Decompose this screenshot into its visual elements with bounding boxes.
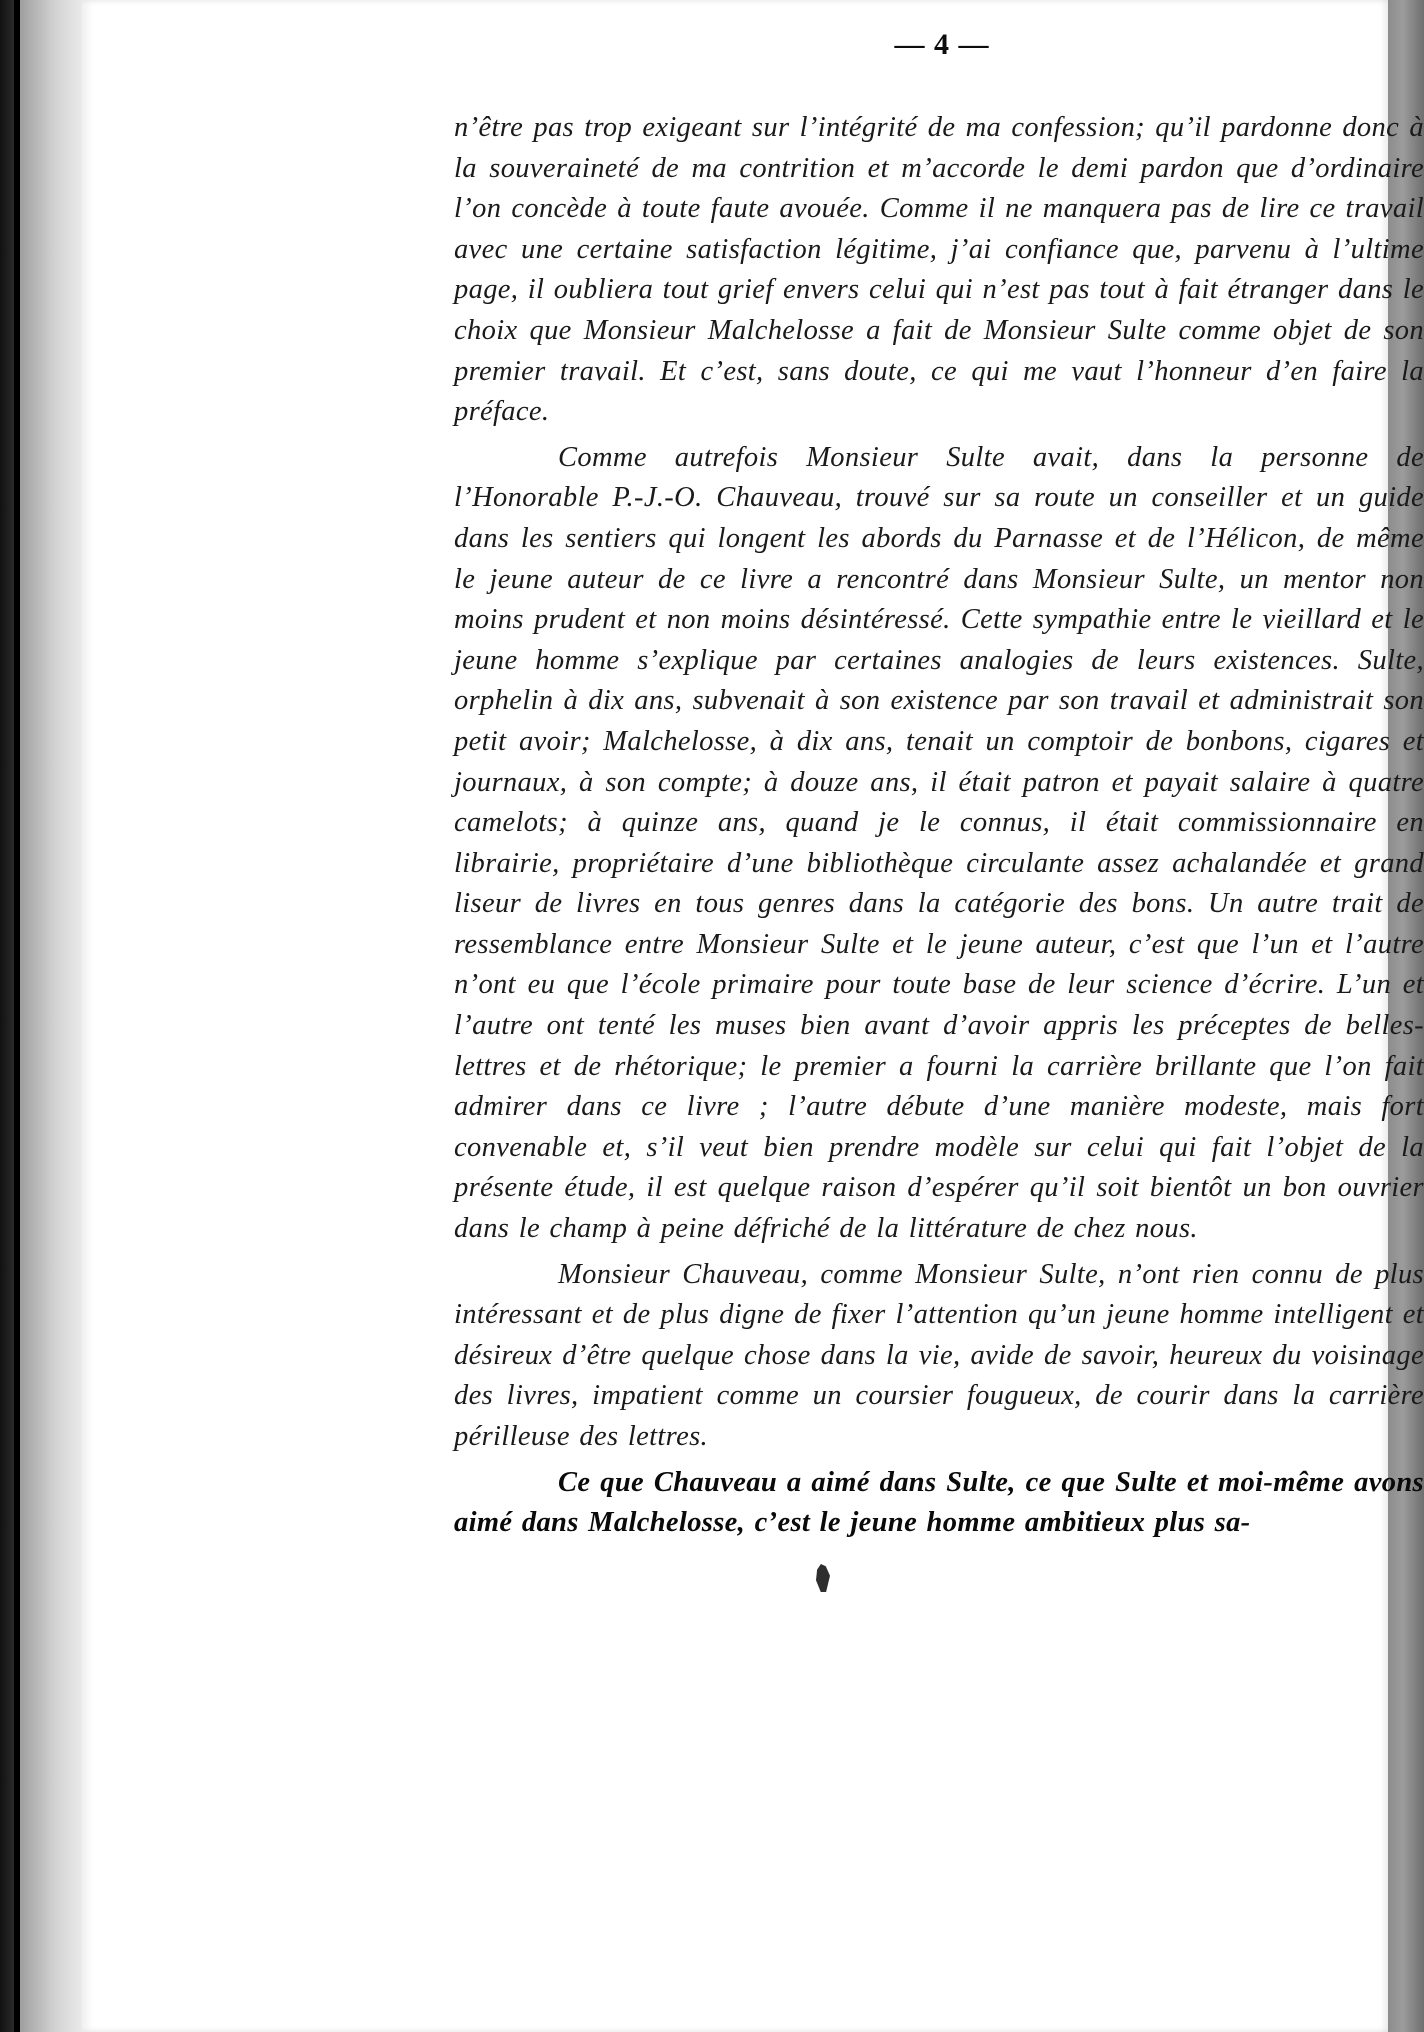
scanned-page (82, 0, 1424, 2032)
page-number: — 4 — (894, 28, 990, 61)
paragraph-4: Ce que Chauveau a aimé dans Sulte, ce que Sulte et moi-même avons aimé dans Malchelosse, c’est le jeune homme ambitieux plus sa- (454, 1466, 1424, 1539)
ink-mark (816, 1564, 830, 1592)
paragraph-1: n’être pas trop exigeant sur l’intégrité de ma confession; qu’il pardonne donc à la souveraineté de ma contrition et m’accorde le demi pardon que d’ordinaire l’on concède à toute faute avouée. Comme il ne manquera pas de lire ce travail avec une certaine satisfaction légitime, j’ai confiance que, parvenu à l’ultime page, il oubliera tout grief envers celui qui n’est pas tout à fait étranger dans le choix que Monsieur Malchelosse a fait de Monsieur Sulte comme objet de son premier travail. Et c’est, sans doute, ce qui me vaut l’honneur d’en faire la préface. (454, 112, 1424, 428)
body-text (454, 108, 1424, 1544)
paragraph-2: Comme autrefois Monsieur Sulte avait, dans la personne de l’Honorable P.-J.-O. Chauveau, trouvé sur sa route un conseiller et un guide dans les sentiers qui longent les abords du Parnasse et de l’Hélicon, de même le jeune auteur de ce livre a rencontré dans Monsieur Sulte, un mentor non moins prudent et non moins désintéressé. Cette sympathie entre le vieillard et le jeune homme s’explique par certaines analogies de leurs existences. Sulte, orphelin à dix ans, subvenait à son existence par son travail et administrait son petit avoir; Malchelosse, à dix ans, tenait un comptoir de bonbons, cigares et journaux, à son compte; à douze ans, il était patron et payait salaire à quatre camelots; à quinze ans, quand je le connus, il était commissionnaire en librairie, propriétaire d’une bibliothèque circulante assez achalandée et grand liseur de livres en tous genres dans la catégorie des bons. Un autre trait de ressemblance entre Monsieur Sulte et le jeune auteur, c’est que l’un et l’autre n’ont eu que l’école primaire pour toute base de leur science d’écrire. L’un et l’autre ont tenté les muses bien avant d’avoir appris les préceptes de belles-lettres et de rhétorique; le premier a fourni la carrière brillante que l’on fait admirer dans ce livre ; l’autre débute d’une manière modeste, mais fort convenable et, s’il veut bien prendre modèle sur celui qui fait l’objet de la présente étude, il est quelque raison d’espérer qu’il soit bientôt un bon ouvrier dans le champ à peine défriché de la littérature de chez nous. (454, 441, 1424, 1245)
paragraph-3: Monsieur Chauveau, comme Monsieur Sulte, n’ont rien connu de plus intéressant et de plus digne de fixer l’attention qu’un jeune homme intelligent et désireux d’être quelque chose dans la vie, avide de savoir, heureux du voisinage des livres, impatient comme un coursier fougueux, de courir dans la carrière périlleuse des lettres. (454, 1258, 1424, 1452)
left-scan-strip (0, 0, 14, 2032)
page-shadow (20, 0, 82, 2032)
